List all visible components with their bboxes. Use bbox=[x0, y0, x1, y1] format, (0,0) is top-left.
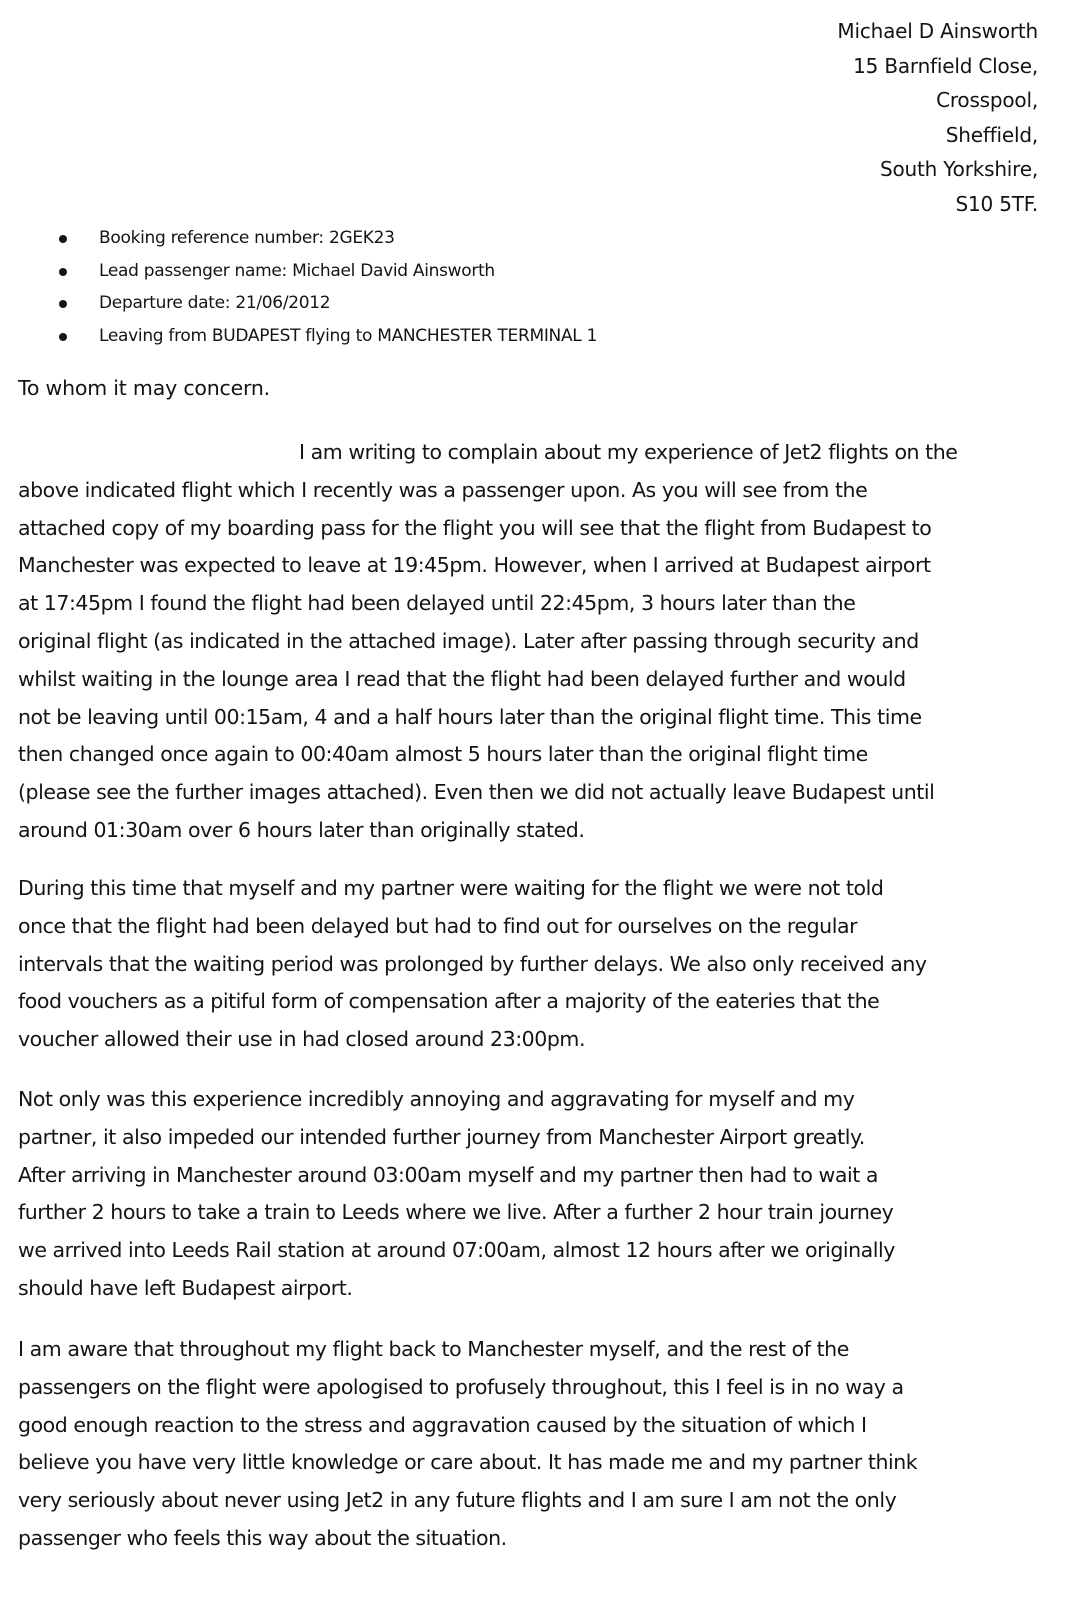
paragraph-line: then changed once again to 00:40am almost 5 hours later than the original flight time bbox=[18, 742, 868, 767]
paragraph-line: After arriving in Manchester around 03:00am myself and my partner then had to wait a bbox=[18, 1162, 878, 1187]
sender-district: Crosspool, bbox=[936, 88, 1038, 112]
booking-details-list bbox=[58, 222, 597, 352]
paragraph-3 bbox=[18, 1081, 1048, 1308]
departure-date: Departure date: 21/06/2012 bbox=[58, 287, 597, 320]
paragraph-line: believe you have very little knowledge or care about. It has made me and my partner think bbox=[18, 1450, 918, 1475]
paragraph-line: I am aware that throughout my flight back to Manchester myself, and the rest of the bbox=[18, 1337, 849, 1361]
paragraph-line: During this time that myself and my partner were waiting for the flight we were not told bbox=[18, 876, 884, 900]
route: Leaving from BUDAPEST flying to MANCHESTER TERMINAL 1 bbox=[58, 320, 597, 353]
sender-city: Sheffield, bbox=[945, 122, 1038, 147]
paragraph-line: original flight (as indicated in the attached image). Later after passing through security and bbox=[18, 628, 919, 653]
paragraph-line: not be leaving until 00:15am, 4 and a half hours later than the original flight time. This time bbox=[18, 704, 922, 729]
sender-county: South Yorkshire, bbox=[880, 157, 1038, 181]
paragraph-line: once that the flight had been delayed but had to find out for ourselves on the regular bbox=[18, 913, 858, 938]
paragraph-line: I am writing to complain about my experience of Jet2 flights on the bbox=[299, 440, 958, 464]
paragraph-line: intervals that the waiting period was prolonged by further delays. We also only received any bbox=[18, 951, 927, 976]
paragraph-2 bbox=[18, 870, 1048, 1059]
paragraph-line: Not only was this experience incredibly annoying and aggravating for myself and my bbox=[18, 1087, 855, 1111]
salutation: To whom it may concern. bbox=[18, 376, 270, 400]
paragraph-line: voucher allowed their use in had closed around 23:00pm. bbox=[18, 1027, 586, 1052]
paragraph-4 bbox=[18, 1331, 1048, 1558]
paragraph-line: Manchester was expected to leave at 19:45pm. However, when I arrived at Budapest airport bbox=[18, 553, 931, 578]
sender-address bbox=[837, 14, 1038, 221]
paragraph-line: we arrived into Leeds Rail station at around 07:00am, almost 12 hours after we originally bbox=[18, 1238, 895, 1263]
paragraph-line: around 01:30am over 6 hours later than originally stated. bbox=[18, 817, 585, 842]
paragraph-line: passengers on the flight were apologised to profusely throughout, this I feel is in no way a bbox=[18, 1374, 904, 1399]
paragraph-line: above indicated flight which I recently was a passenger upon. As you will see from the bbox=[18, 477, 868, 502]
paragraph-line: whilst waiting in the lounge area I read that the flight had been delayed further and would bbox=[18, 666, 906, 691]
paragraph-line: very seriously about never using Jet2 in any future flights and I am sure I am not the only bbox=[18, 1488, 897, 1513]
paragraph-line: at 17:45pm I found the flight had been delayed until 22:45pm, 3 hours later than the bbox=[18, 591, 856, 616]
lead-passenger: Lead passenger name: Michael David Ainsworth bbox=[58, 255, 597, 288]
paragraph-line: partner, it also impeded our intended further journey from Manchester Airport greatly. bbox=[18, 1124, 865, 1149]
paragraph-line: should have left Budapest airport. bbox=[18, 1275, 353, 1300]
paragraph-line: attached copy of my boarding pass for the flight you will see that the flight from Budapest to bbox=[18, 515, 932, 540]
booking-reference: Booking reference number: 2GEK23 bbox=[58, 222, 597, 255]
sender-street: 15 Barnfield Close, bbox=[853, 53, 1038, 78]
paragraph-1 bbox=[18, 434, 1048, 850]
paragraph-line: passenger who feels this way about the situation. bbox=[18, 1525, 507, 1550]
paragraph-line: further 2 hours to take a train to Leeds where we live. After a further 2 hour train journey bbox=[18, 1200, 894, 1225]
paragraph-line: good enough reaction to the stress and aggravation caused by the situation of which I bbox=[18, 1412, 867, 1437]
sender-name: Michael D Ainsworth bbox=[837, 19, 1038, 43]
sender-postcode: S10 5TF. bbox=[955, 191, 1038, 216]
paragraph-line: (please see the further images attached). Even then we did not actually leave Budapest until bbox=[18, 780, 935, 805]
paragraph-line: food vouchers as a pitiful form of compensation after a majority of the eateries that the bbox=[18, 989, 880, 1014]
